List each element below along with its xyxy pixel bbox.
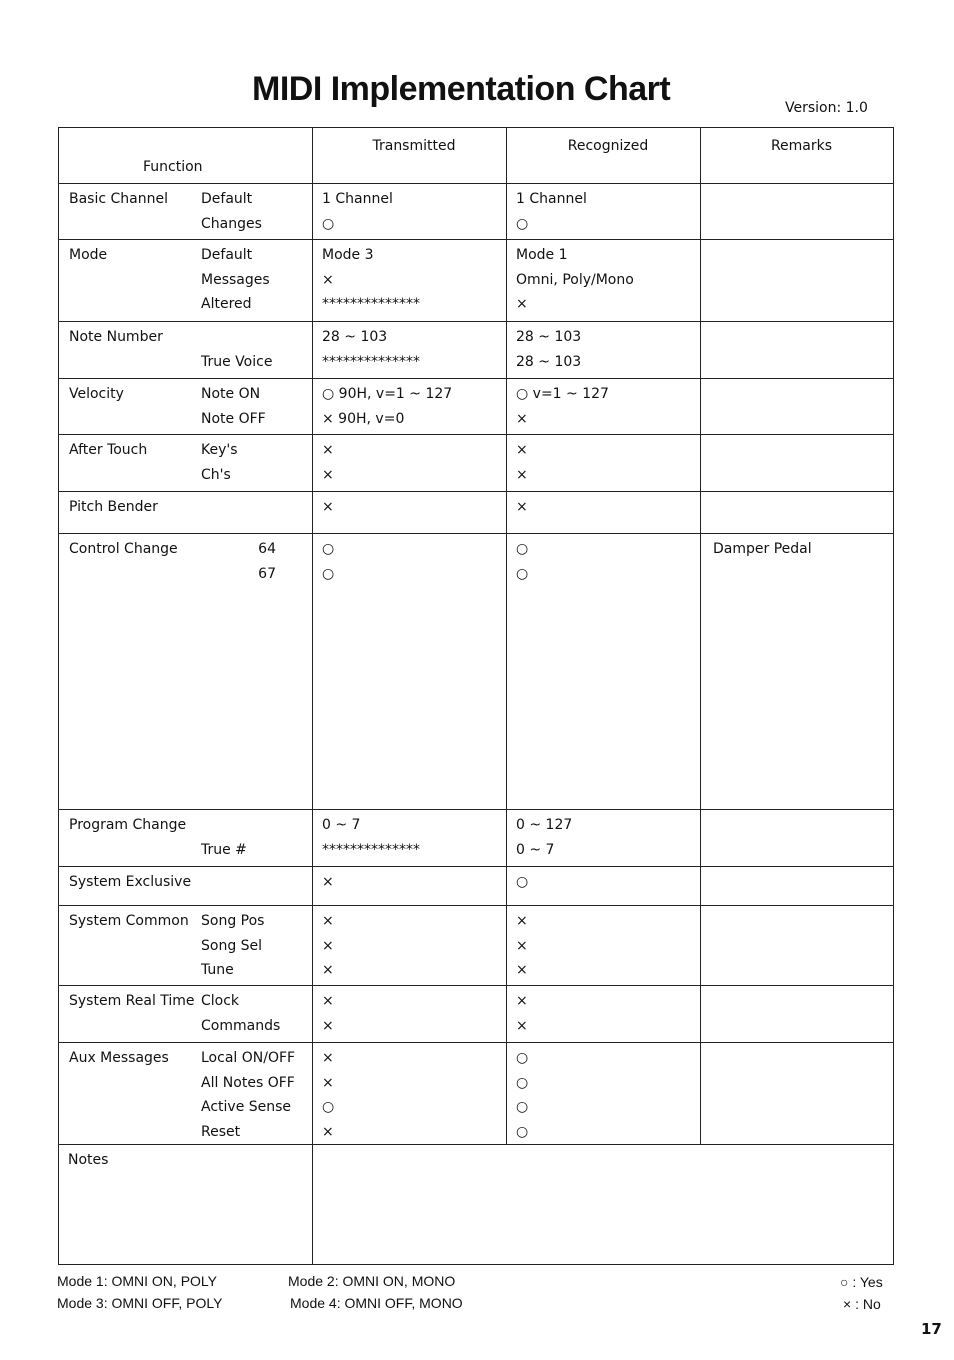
remarks-cell-inner (701, 986, 893, 989)
function-sub-label: Song Pos (201, 913, 265, 929)
table-row (59, 240, 894, 322)
remarks-cell-inner (701, 240, 893, 243)
remarks-cell (701, 322, 894, 379)
header-transmitted: Transmitted (372, 138, 456, 154)
function-wrap (59, 810, 312, 862)
function-cell (59, 867, 313, 906)
function-subs (201, 537, 312, 586)
remarks-cell-inner (701, 867, 893, 870)
recognized-cell (507, 906, 701, 986)
transmitted-cell-inner (313, 184, 506, 236)
transmitted-value: × 90H, v=0 (322, 410, 405, 427)
recognized-value: ○ (516, 1123, 529, 1140)
table-row (59, 435, 894, 492)
recognized-cell (507, 986, 701, 1043)
table-row (59, 810, 894, 867)
transmitted-cell (313, 1043, 507, 1145)
function-subs (201, 495, 312, 520)
function-name-text: Mode (69, 247, 108, 263)
function-wrap (59, 184, 312, 236)
function-name (59, 870, 201, 895)
function-name-text: System Exclusive (69, 874, 192, 890)
function-subs (201, 909, 312, 983)
recognized-value: × (516, 913, 528, 929)
table-row (59, 906, 894, 986)
transmitted-value: ○ (322, 215, 335, 232)
transmitted-value: ○ (322, 541, 335, 557)
function-sub-label (201, 813, 312, 838)
remarks-cell (701, 986, 894, 1043)
transmitted-cell-inner (313, 379, 506, 431)
transmitted-cell (313, 322, 507, 379)
footer-legend-yes: ○ : Yes (840, 1274, 883, 1290)
transmitted-cell-inner (313, 867, 506, 895)
remarks-cell (701, 906, 894, 986)
remarks-cell (701, 534, 894, 810)
function-name (59, 537, 201, 586)
transmitted-cell-inner (313, 435, 506, 487)
function-sub-label: Song Sel (201, 937, 263, 954)
function-sub-label: All Notes OFF (201, 1074, 295, 1091)
header-function: Function (143, 159, 203, 175)
recognized-cell (507, 867, 701, 906)
function-wrap (59, 435, 312, 487)
recognized-value: ○ (516, 1099, 529, 1115)
table-row (59, 534, 894, 810)
function-sub-label: Altered (201, 296, 252, 312)
transmitted-cell-inner (313, 810, 506, 862)
function-wrap (59, 322, 312, 374)
transmitted-value: ○ 90H, v=1 ~ 127 (322, 386, 453, 402)
function-sub-label: Messages (201, 271, 270, 288)
recognized-value: 28 ~ 103 (516, 353, 582, 370)
function-wrap (59, 906, 312, 983)
transmitted-value: × (322, 993, 334, 1009)
transmitted-value: × (322, 1050, 334, 1066)
function-name-text: Basic Channel (69, 191, 168, 207)
recognized-cell-inner (507, 534, 700, 586)
page-number: 17 (921, 1320, 942, 1338)
function-name (59, 909, 201, 983)
table-row (59, 379, 894, 435)
function-sub-label: Note ON (201, 386, 261, 402)
transmitted-value: 1 Channel (322, 191, 393, 207)
transmitted-cell (313, 379, 507, 435)
notes-label: Notes (68, 1152, 109, 1168)
function-cell (59, 986, 313, 1043)
function-sub-label: Commands (201, 1017, 281, 1034)
recognized-value: 28 ~ 103 (516, 329, 582, 345)
remarks-cell-inner (701, 379, 893, 382)
footer-mode3: Mode 3: OMNI OFF, POLY (57, 1295, 223, 1311)
function-sub-label: True # (201, 841, 247, 858)
function-sub-label: True Voice (201, 353, 273, 370)
function-sub-label (201, 325, 312, 350)
recognized-cell-inner (507, 1043, 700, 1144)
function-cell (59, 435, 313, 492)
function-sub-label: 64 (258, 541, 276, 557)
recognized-value: × (516, 499, 528, 515)
function-name (59, 243, 201, 317)
recognized-value: 0 ~ 127 (516, 817, 573, 833)
remarks-cell-inner (701, 435, 893, 438)
function-subs (201, 438, 312, 487)
function-cell (59, 1043, 313, 1145)
function-name (59, 1046, 201, 1144)
recognized-cell-inner (507, 322, 700, 374)
transmitted-cell (313, 184, 507, 240)
transmitted-value: ************** (322, 353, 420, 370)
function-wrap (59, 240, 312, 317)
function-cell (59, 906, 313, 986)
table-row (59, 867, 894, 906)
transmitted-value: ○ (322, 1099, 335, 1115)
recognized-value: ○ (516, 1074, 529, 1091)
function-sub-label: Local ON/OFF (201, 1050, 296, 1066)
recognized-cell-inner (507, 986, 700, 1038)
transmitted-value: × (322, 1017, 334, 1034)
function-name (59, 813, 201, 862)
transmitted-value: × (322, 1074, 334, 1091)
recognized-cell (507, 240, 701, 322)
transmitted-cell-inner (313, 322, 506, 374)
remarks-cell-inner (701, 810, 893, 813)
remarks-cell-inner (701, 534, 893, 562)
transmitted-cell-inner (313, 1043, 506, 1144)
function-subs (201, 187, 312, 236)
function-sub-label (201, 870, 312, 895)
remarks-cell-inner (701, 492, 893, 495)
transmitted-value: × (322, 466, 334, 483)
function-wrap (59, 867, 312, 895)
recognized-cell (507, 492, 701, 534)
function-cell (59, 184, 313, 240)
recognized-value: ○ (516, 541, 529, 557)
transmitted-cell-inner (313, 906, 506, 983)
transmitted-cell-inner (313, 534, 506, 586)
transmitted-cell (313, 240, 507, 322)
recognized-cell-inner (507, 867, 700, 895)
recognized-value: ○ v=1 ~ 127 (516, 386, 609, 402)
function-cell (59, 322, 313, 379)
function-subs (201, 382, 312, 431)
page-title: MIDI Implementation Chart (252, 70, 671, 108)
transmitted-value: × (322, 913, 334, 929)
function-cell (59, 534, 313, 810)
footer-legend-no: × : No (843, 1296, 881, 1312)
recognized-value: Omni, Poly/Mono (516, 271, 634, 288)
function-wrap (59, 1043, 312, 1144)
transmitted-value: ************** (322, 296, 420, 312)
function-sub-label: Reset (201, 1123, 241, 1140)
function-name-text: System Real Time (69, 993, 195, 1009)
recognized-cell-inner (507, 435, 700, 487)
recognized-value: × (516, 296, 528, 312)
function-subs (201, 813, 312, 862)
remarks-cell-inner (701, 1043, 893, 1046)
transmitted-cell (313, 986, 507, 1043)
function-sub-label: Default (201, 191, 253, 207)
function-sub-label: Tune (201, 962, 234, 978)
function-name-text: Note Number (69, 329, 163, 345)
remarks-cell (701, 379, 894, 435)
recognized-cell-inner (507, 240, 700, 317)
function-subs (201, 870, 312, 895)
midi-chart-table (58, 127, 894, 1265)
recognized-cell-inner (507, 184, 700, 236)
transmitted-value: × (322, 962, 334, 978)
remarks-cell (701, 492, 894, 534)
recognized-cell-inner (507, 906, 700, 983)
function-cell (59, 379, 313, 435)
table-row (59, 986, 894, 1043)
function-name-text: Program Change (69, 817, 187, 833)
table-row (59, 322, 894, 379)
function-sub-label: Key's (201, 442, 238, 458)
remarks-cell (701, 810, 894, 867)
function-name-text: System Common (69, 913, 189, 929)
recognized-value: × (516, 1017, 528, 1034)
recognized-cell (507, 184, 701, 240)
transmitted-value: × (322, 937, 334, 954)
recognized-value: Mode 1 (516, 247, 568, 263)
recognized-value: × (516, 937, 528, 954)
function-name (59, 495, 201, 520)
transmitted-value: × (322, 271, 334, 288)
transmitted-value: 0 ~ 7 (322, 817, 361, 833)
recognized-value: ○ (516, 874, 529, 890)
recognized-cell (507, 379, 701, 435)
function-sub-label: Default (201, 247, 253, 263)
function-cell (59, 810, 313, 867)
function-name-text: After Touch (69, 442, 148, 458)
recognized-value: × (516, 442, 528, 458)
function-name (59, 438, 201, 487)
recognized-value: × (516, 962, 528, 978)
recognized-cell (507, 1043, 701, 1145)
function-wrap (59, 534, 312, 586)
recognized-cell-inner (507, 492, 700, 520)
function-wrap (59, 379, 312, 431)
remarks-cell (701, 240, 894, 322)
table-row (59, 184, 894, 240)
recognized-value: × (516, 993, 528, 1009)
function-sub-label (201, 495, 312, 520)
recognized-value: 0 ~ 7 (516, 841, 555, 858)
transmitted-cell-inner (313, 492, 506, 520)
recognized-cell-inner (507, 379, 700, 431)
footer-mode2: Mode 2: OMNI ON, MONO (288, 1273, 456, 1289)
transmitted-cell (313, 906, 507, 986)
recognized-value: × (516, 410, 528, 427)
recognized-value: ○ (516, 1050, 529, 1066)
transmitted-value: Mode 3 (322, 247, 374, 263)
notes-row (59, 1145, 894, 1265)
footer-mode1: Mode 1: OMNI ON, POLY (57, 1273, 218, 1289)
function-cell (59, 240, 313, 322)
header-row (59, 128, 894, 184)
footer-mode4: Mode 4: OMNI OFF, MONO (290, 1295, 463, 1311)
recognized-cell (507, 435, 701, 492)
remarks-cell (701, 435, 894, 492)
function-sub-label: Ch's (201, 466, 231, 483)
function-name (59, 325, 201, 374)
transmitted-cell (313, 492, 507, 534)
function-wrap (59, 492, 312, 520)
transmitted-cell-inner (313, 240, 506, 317)
recognized-cell (507, 810, 701, 867)
transmitted-cell (313, 867, 507, 906)
transmitted-value: × (322, 874, 334, 890)
function-sub-label: Note OFF (201, 410, 266, 427)
function-subs (201, 243, 312, 317)
transmitted-cell (313, 435, 507, 492)
function-name (59, 989, 201, 1038)
transmitted-value: × (322, 1123, 334, 1140)
transmitted-value: × (322, 442, 334, 458)
transmitted-cell (313, 810, 507, 867)
transmitted-cell-inner (313, 986, 506, 1038)
function-name-text: Pitch Bender (69, 499, 158, 515)
remarks-cell-inner (701, 184, 893, 187)
remarks-cell (701, 1043, 894, 1145)
function-sub-label: 67 (258, 565, 276, 582)
function-name (59, 382, 201, 431)
recognized-value: 1 Channel (516, 191, 587, 207)
recognized-cell (507, 534, 701, 810)
remarks-cell-inner (701, 322, 893, 325)
header-recognized: Recognized (567, 138, 649, 154)
remarks-value: Damper Pedal (713, 541, 812, 557)
notes-label-cell (59, 1145, 313, 1265)
function-sub-label: Active Sense (201, 1099, 292, 1115)
function-name (59, 187, 201, 236)
function-subs (201, 1046, 312, 1144)
recognized-cell-inner (507, 810, 700, 862)
recognized-value: × (516, 466, 528, 483)
remarks-cell-inner (701, 906, 893, 909)
table-row (59, 1043, 894, 1145)
table-row (59, 492, 894, 534)
header-remarks: Remarks (770, 138, 833, 154)
function-wrap (59, 986, 312, 1038)
function-cell (59, 492, 313, 534)
transmitted-value: 28 ~ 103 (322, 329, 388, 345)
function-subs (201, 325, 312, 374)
recognized-value: ○ (516, 565, 529, 582)
function-name-text: Aux Messages (69, 1050, 169, 1066)
recognized-cell (507, 322, 701, 379)
function-name-text: Control Change (69, 541, 178, 557)
version-label: Version: 1.0 (785, 100, 868, 116)
function-sub-label: Changes (201, 215, 262, 232)
remarks-cell (701, 184, 894, 240)
transmitted-value: × (322, 499, 334, 515)
function-name-text: Velocity (69, 386, 124, 402)
transmitted-cell (313, 534, 507, 810)
function-subs (201, 989, 312, 1038)
recognized-value: ○ (516, 215, 529, 232)
transmitted-value: ************** (322, 841, 420, 858)
transmitted-value: ○ (322, 565, 335, 582)
notes-content-cell (313, 1145, 894, 1265)
remarks-cell (701, 867, 894, 906)
function-sub-label: Clock (201, 993, 240, 1009)
